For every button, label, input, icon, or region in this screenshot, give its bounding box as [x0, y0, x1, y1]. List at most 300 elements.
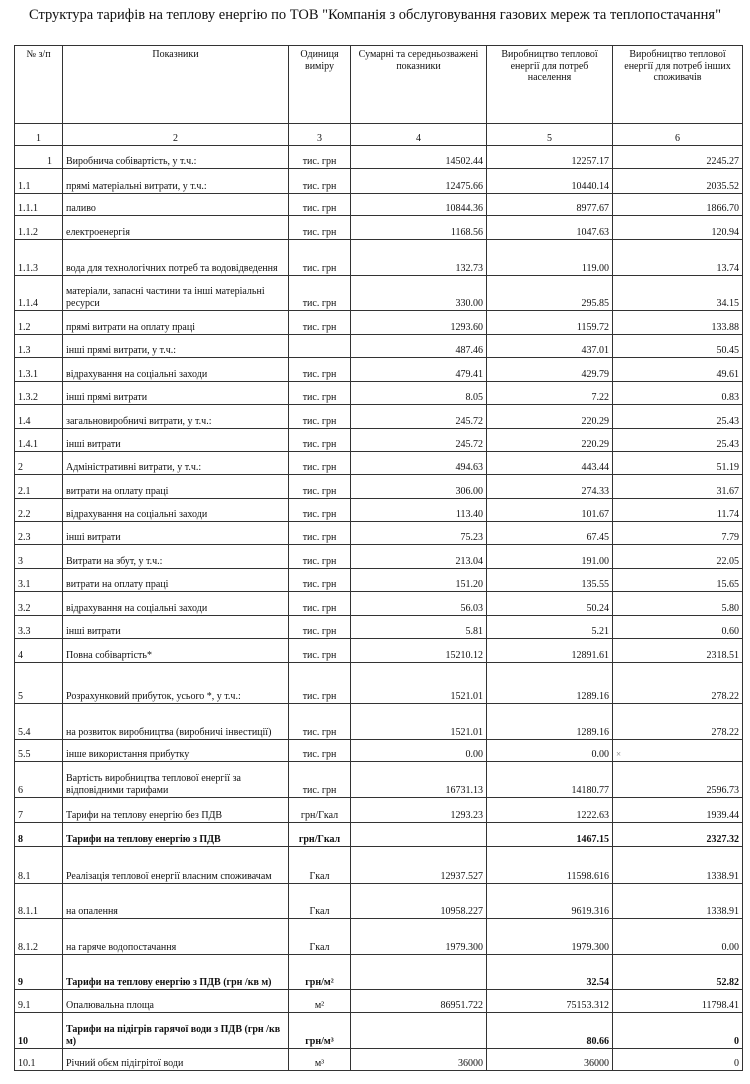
row-number	[15, 335, 63, 358]
row-label-text: Повна собівартість*	[66, 649, 152, 661]
row-number-text: 1.3.1	[18, 368, 38, 380]
row-label-text: відрахування на соціальні заходи	[66, 368, 208, 380]
header-unit: Одиниця виміру	[289, 46, 351, 124]
row-other-value-text: 2327.32	[706, 833, 739, 845]
row-population-value	[487, 1049, 613, 1071]
table-row	[15, 382, 743, 405]
row-unit	[289, 429, 351, 452]
row-other-value	[613, 452, 743, 475]
row-number	[15, 884, 63, 919]
row-other-value	[613, 847, 743, 884]
row-label	[63, 847, 289, 884]
row-total-value-text: 1293.23	[450, 809, 483, 821]
row-number-text: 5.4	[18, 726, 31, 738]
table-row	[15, 405, 743, 429]
row-number-text: 1	[47, 155, 52, 167]
table-row	[15, 955, 743, 990]
row-unit-text: тис. грн	[302, 555, 337, 567]
row-number-text: 5	[18, 690, 23, 702]
header-population: Виробництво теплової енергії для потреб населення	[487, 46, 613, 124]
row-total-value-text: 16731.13	[445, 784, 483, 796]
row-unit-text: тис. грн	[302, 602, 337, 614]
row-population-value	[487, 146, 613, 169]
row-other-value-text: 278.22	[711, 726, 739, 738]
row-total-value	[351, 990, 487, 1013]
row-unit	[289, 240, 351, 276]
row-unit-text: тис. грн	[302, 485, 337, 497]
row-label-text: паливо	[66, 202, 96, 214]
row-number	[15, 452, 63, 475]
row-total-value-text: 12475.66	[445, 180, 483, 192]
table-row	[15, 545, 743, 569]
row-total-value-text: 487.46	[455, 344, 483, 356]
row-label-text: вода для технологічних потреб та водовідведення	[66, 262, 278, 274]
header-num: № з/п	[15, 46, 63, 124]
row-label-text: Річний обєм підігрітої води	[66, 1057, 184, 1069]
row-total-value	[351, 276, 487, 311]
row-number	[15, 1013, 63, 1049]
row-population-value	[487, 405, 613, 429]
row-unit-text: тис. грн	[302, 508, 337, 520]
row-number-text: 1.4	[18, 415, 31, 427]
row-population-value-text: 1979.300	[571, 941, 609, 953]
row-other-value	[613, 499, 743, 522]
row-label	[63, 169, 289, 194]
row-population-value	[487, 663, 613, 704]
row-population-value-text: 1289.16	[576, 726, 609, 738]
row-label-text: інші витрати	[66, 531, 121, 543]
row-other-value	[613, 704, 743, 740]
row-unit-text: тис. грн	[302, 461, 337, 473]
row-number	[15, 169, 63, 194]
row-total-value-text: 113.40	[455, 508, 483, 520]
row-total-value	[351, 194, 487, 216]
row-label	[63, 335, 289, 358]
table-row	[15, 823, 743, 847]
page-title: Структура тарифів на теплову енергію по ТОВ "Компанія з обслуговування газових мереж та теплопостачання"	[28, 7, 721, 23]
row-label	[63, 499, 289, 522]
row-label-text: інші прямі витрати, у т.ч.:	[66, 344, 177, 356]
row-number-text: 5.5	[18, 748, 31, 760]
row-other-value-text: 2245.27	[706, 155, 739, 167]
row-population-value-text: 9619.316	[571, 905, 609, 917]
row-population-value-text: 67.45	[586, 531, 609, 543]
row-other-value-text: 13.74	[716, 262, 739, 274]
row-number	[15, 276, 63, 311]
row-total-value	[351, 452, 487, 475]
row-unit	[289, 919, 351, 955]
row-unit-text: тис. грн	[302, 578, 337, 590]
row-total-value	[351, 663, 487, 704]
row-other-value	[613, 382, 743, 405]
row-total-value-text: 86951.722	[440, 999, 483, 1011]
table-row	[15, 740, 743, 762]
row-population-value	[487, 592, 613, 616]
table-row	[15, 335, 743, 358]
col-number: 2	[63, 124, 289, 146]
row-total-value-text: 245.72	[455, 438, 483, 450]
row-population-value-text: 135.55	[581, 578, 609, 590]
row-label	[63, 798, 289, 823]
row-other-value-text: 25.43	[716, 415, 739, 427]
row-unit	[289, 499, 351, 522]
row-label	[63, 358, 289, 382]
row-number	[15, 240, 63, 276]
row-total-value	[351, 311, 487, 335]
row-other-value-text: 50.45	[716, 344, 739, 356]
row-total-value	[351, 919, 487, 955]
row-unit	[289, 663, 351, 704]
row-label	[63, 146, 289, 169]
table-row	[15, 475, 743, 499]
row-total-value-text: 1521.01	[450, 726, 483, 738]
row-population-value	[487, 194, 613, 216]
row-total-value-text: 15210.12	[445, 649, 483, 661]
row-label	[63, 382, 289, 405]
row-label-text: Тарифи на теплову енергію з ПДВ (грн /кв м)	[66, 976, 272, 988]
table-row	[15, 847, 743, 884]
row-number-text: 1.1.1	[18, 202, 38, 214]
row-number-text: 3.2	[18, 602, 31, 614]
row-population-value-text: 11598.616	[566, 870, 609, 882]
row-unit	[289, 740, 351, 762]
row-other-value-text: 52.82	[716, 976, 739, 988]
row-total-value-text: 1521.01	[450, 690, 483, 702]
row-unit	[289, 704, 351, 740]
row-unit	[289, 382, 351, 405]
row-population-value-text: 12891.61	[571, 649, 609, 661]
row-label-text: на розвиток виробництва (виробничі інвестиції)	[66, 726, 272, 738]
row-population-value	[487, 240, 613, 276]
row-population-value-text: 12257.17	[571, 155, 609, 167]
row-other-value	[613, 475, 743, 499]
row-total-value	[351, 545, 487, 569]
row-label	[63, 663, 289, 704]
row-number-text: 3	[18, 555, 23, 567]
row-other-value-text: 5.80	[721, 602, 739, 614]
row-total-value-text: 56.03	[460, 602, 483, 614]
row-population-value	[487, 545, 613, 569]
row-total-value-text: 151.20	[455, 578, 483, 590]
row-total-value	[351, 704, 487, 740]
row-number-text: 3.3	[18, 625, 31, 637]
row-total-value-text: 479.41	[455, 368, 483, 380]
row-unit-text: тис. грн	[302, 438, 337, 450]
row-number-text: 2.2	[18, 508, 31, 520]
row-label-text: Реалізація теплової енергії власним споживачам	[66, 870, 272, 882]
row-other-value	[613, 545, 743, 569]
row-total-value-text: 1293.60	[450, 321, 483, 333]
row-population-value	[487, 847, 613, 884]
row-label-text: прямі матеріальні витрати, у т.ч.:	[66, 180, 207, 192]
row-total-value-text: 8.05	[465, 391, 483, 403]
table-row	[15, 216, 743, 240]
row-total-value-text: 306.00	[455, 485, 483, 497]
row-total-value	[351, 358, 487, 382]
row-population-value	[487, 798, 613, 823]
row-other-value	[613, 592, 743, 616]
row-total-value-text: 245.72	[455, 415, 483, 427]
row-number	[15, 616, 63, 639]
row-label-text: інші прямі витрати	[66, 391, 148, 403]
row-unit	[289, 335, 351, 358]
row-label	[63, 475, 289, 499]
row-total-value	[351, 592, 487, 616]
row-population-value	[487, 311, 613, 335]
row-number	[15, 216, 63, 240]
row-population-value	[487, 452, 613, 475]
row-label	[63, 545, 289, 569]
row-label-text: Опалювальна площа	[66, 999, 154, 1011]
row-label-text: Розрахунковий прибуток, усього *, у т.ч.:	[66, 690, 241, 702]
row-total-value-text: 132.73	[455, 262, 483, 274]
row-number-text: 1.3	[18, 344, 31, 356]
row-other-value-text: 31.67	[716, 485, 739, 497]
row-other-value-text: 2318.51	[706, 649, 739, 661]
header-other: Виробництво теплової енергії для потреб інших споживачів	[613, 46, 743, 124]
row-total-value	[351, 616, 487, 639]
row-number	[15, 762, 63, 798]
row-population-value	[487, 358, 613, 382]
table-row	[15, 499, 743, 522]
row-label	[63, 592, 289, 616]
row-number	[15, 311, 63, 335]
row-number-text: 1.3.2	[18, 391, 38, 403]
row-label	[63, 616, 289, 639]
row-total-value	[351, 762, 487, 798]
row-label-text: інші витрати	[66, 625, 121, 637]
row-other-value	[613, 522, 743, 545]
row-unit-text: Гкал	[309, 905, 330, 917]
row-number-text: 8.1.2	[18, 941, 38, 953]
row-other-value	[613, 146, 743, 169]
row-unit	[289, 194, 351, 216]
row-population-value	[487, 990, 613, 1013]
row-number-text: 1.1.2	[18, 226, 38, 238]
row-unit-text: тис. грн	[302, 531, 337, 543]
row-population-value-text: 220.29	[581, 415, 609, 427]
row-number-text: 10	[18, 1035, 28, 1047]
row-population-value	[487, 522, 613, 545]
row-unit-text: тис. грн	[302, 726, 337, 738]
row-population-value-text: 274.33	[581, 485, 609, 497]
row-number	[15, 704, 63, 740]
row-unit	[289, 358, 351, 382]
row-other-value-text: 2035.52	[706, 180, 739, 192]
row-total-value-text: 494.63	[455, 461, 483, 473]
row-label-text: витрати на оплату праці	[66, 578, 169, 590]
row-total-value	[351, 405, 487, 429]
row-other-value-text: 0.00	[721, 941, 739, 953]
row-population-value	[487, 704, 613, 740]
row-number	[15, 382, 63, 405]
row-other-value-text: 0	[734, 1035, 739, 1047]
row-number	[15, 194, 63, 216]
row-total-value-text: 1168.56	[450, 226, 483, 238]
row-unit	[289, 569, 351, 592]
row-unit-text: грн/м²	[305, 976, 334, 988]
row-total-value-text: 1979.300	[445, 941, 483, 953]
row-unit	[289, 639, 351, 663]
row-other-value	[613, 358, 743, 382]
row-number-text: 9	[18, 976, 23, 988]
row-population-value	[487, 823, 613, 847]
row-population-value-text: 14180.77	[571, 784, 609, 796]
row-population-value	[487, 499, 613, 522]
row-other-value	[613, 823, 743, 847]
table-row	[15, 429, 743, 452]
row-population-value	[487, 216, 613, 240]
row-number-text: 10.1	[18, 1057, 36, 1069]
row-total-value	[351, 847, 487, 884]
row-other-value	[613, 1049, 743, 1071]
row-total-value-text: 12937.527	[440, 870, 483, 882]
row-label	[63, 1013, 289, 1049]
row-population-value-text: 50.24	[586, 602, 609, 614]
table-row	[15, 194, 743, 216]
row-population-value	[487, 740, 613, 762]
header-name: Показники	[63, 46, 289, 124]
row-unit-text: тис. грн	[302, 321, 337, 333]
row-population-value-text: 295.85	[581, 297, 609, 309]
row-population-value-text: 443.44	[581, 461, 609, 473]
row-unit	[289, 990, 351, 1013]
row-other-value	[613, 990, 743, 1013]
row-label-text: матеріали, запасні частини та інші матеріальні ресурси	[66, 286, 265, 309]
table-row	[15, 990, 743, 1013]
table-row	[15, 919, 743, 955]
row-total-value	[351, 382, 487, 405]
tariff-table	[14, 45, 743, 1071]
row-label-text: витрати на оплату праці	[66, 485, 169, 497]
row-number	[15, 358, 63, 382]
row-unit-text: тис. грн	[302, 262, 337, 274]
row-other-value-text: 22.05	[716, 555, 739, 567]
row-other-value-text: 11.74	[716, 508, 739, 520]
row-unit-text: грн/Гкал	[300, 809, 339, 821]
row-label-text: Виробнича собівартість, у т.ч.:	[66, 155, 197, 167]
row-label-text: відрахування на соціальні заходи	[66, 602, 208, 614]
row-unit-text: тис. грн	[302, 415, 337, 427]
row-unit	[289, 311, 351, 335]
table-row	[15, 704, 743, 740]
row-other-value	[613, 740, 743, 762]
row-total-value	[351, 216, 487, 240]
row-unit	[289, 545, 351, 569]
col-number: 5	[487, 124, 613, 146]
row-total-value-text: 213.04	[455, 555, 483, 567]
row-label	[63, 990, 289, 1013]
row-number-text: 1.4.1	[18, 438, 38, 450]
row-other-value-text: 51.19	[716, 461, 739, 473]
row-population-value	[487, 335, 613, 358]
row-label-text: електроенергія	[66, 226, 130, 238]
row-unit-text: тис. грн	[302, 202, 337, 214]
row-label	[63, 276, 289, 311]
table-row	[15, 452, 743, 475]
row-total-value	[351, 1013, 487, 1049]
row-other-value-text: 1866.70	[706, 202, 739, 214]
row-unit	[289, 522, 351, 545]
row-label-text: інше використання прибутку	[66, 748, 190, 760]
row-other-value-text: 7.79	[721, 531, 739, 543]
row-population-value	[487, 639, 613, 663]
row-unit-text: тис. грн	[302, 226, 337, 238]
row-population-value-text: 80.66	[586, 1035, 609, 1047]
row-total-value	[351, 569, 487, 592]
row-unit	[289, 884, 351, 919]
row-number	[15, 146, 63, 169]
row-unit-text: тис. грн	[302, 649, 337, 661]
row-other-value	[613, 919, 743, 955]
row-population-value-text: 119.00	[581, 262, 609, 274]
row-total-value	[351, 955, 487, 990]
row-label	[63, 740, 289, 762]
row-other-value	[613, 798, 743, 823]
row-other-value-text: 0	[734, 1057, 739, 1069]
row-population-value	[487, 569, 613, 592]
row-other-value	[613, 955, 743, 990]
row-number-text: 8.1.1	[18, 905, 38, 917]
row-population-value-text: 32.54	[586, 976, 609, 988]
table-row	[15, 569, 743, 592]
row-other-value	[613, 1013, 743, 1049]
row-population-value	[487, 169, 613, 194]
row-label	[63, 194, 289, 216]
col-number: 6	[613, 124, 743, 146]
table-row	[15, 592, 743, 616]
row-unit	[289, 823, 351, 847]
row-population-value	[487, 884, 613, 919]
row-unit	[289, 762, 351, 798]
row-unit	[289, 405, 351, 429]
table-row	[15, 311, 743, 335]
row-population-value	[487, 955, 613, 990]
row-number-text: 2.3	[18, 531, 31, 543]
col-number: 3	[289, 124, 351, 146]
row-other-value-text: 2596.73	[706, 784, 739, 796]
row-number	[15, 545, 63, 569]
row-population-value-text: 191.00	[581, 555, 609, 567]
row-number	[15, 499, 63, 522]
row-total-value	[351, 884, 487, 919]
row-other-value	[613, 405, 743, 429]
row-number	[15, 569, 63, 592]
row-total-value-text: 10958.227	[440, 905, 483, 917]
row-number	[15, 919, 63, 955]
row-unit	[289, 452, 351, 475]
row-unit	[289, 1049, 351, 1071]
row-unit	[289, 592, 351, 616]
row-population-value	[487, 429, 613, 452]
row-total-value	[351, 740, 487, 762]
row-number-text: 8	[18, 833, 23, 845]
row-label-text: Тарифи на підігрів гарячої води з ПДВ (грн /кв м)	[66, 1024, 281, 1047]
row-unit-text: грн/м³	[305, 1035, 334, 1047]
row-total-value	[351, 499, 487, 522]
row-label-text: інші витрати	[66, 438, 121, 450]
row-total-value	[351, 1049, 487, 1071]
row-population-value-text: 10440.14	[571, 180, 609, 192]
row-other-value	[613, 639, 743, 663]
row-population-value-text: 1159.72	[576, 321, 609, 333]
row-total-value	[351, 798, 487, 823]
table-row	[15, 146, 743, 169]
row-other-value-text: 1338.91	[706, 870, 739, 882]
row-unit	[289, 1013, 351, 1049]
row-label-text: на гаряче водопостачання	[66, 941, 177, 953]
row-unit	[289, 276, 351, 311]
